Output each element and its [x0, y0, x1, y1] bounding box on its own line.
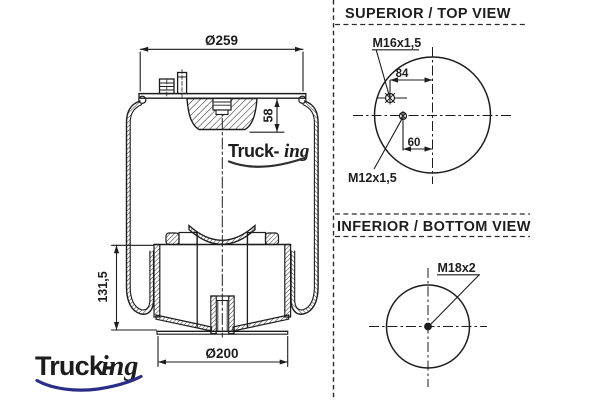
dim-stud-offset-60-label: 60	[407, 137, 421, 149]
top-view-m12-label: M12x1,5	[348, 171, 397, 185]
watermark-logo-text-1: Truck-	[228, 141, 280, 161]
bottom-view-title: INFERIOR / BOTTOM VIEW	[337, 219, 531, 235]
brand-logo-text-1: Truck-	[35, 351, 112, 381]
dim-bumper-height-label: 58	[261, 108, 276, 123]
brand-logo-text-2: ing	[101, 351, 139, 382]
watermark-logo-text-2: ing	[284, 141, 310, 162]
dim-top-diameter-label: Ø259	[204, 33, 239, 48]
bottom-view-m18-label: M18x2	[437, 261, 476, 275]
top-view-title: SUPERIOR / TOP VIEW	[345, 6, 511, 22]
dim-lobe-height-label: 131,5	[96, 271, 110, 303]
top-view-m16-label: M16x1,5	[372, 36, 422, 50]
dim-piston-diameter-label: Ø200	[205, 346, 239, 361]
internal-bumper	[187, 99, 257, 130]
dim-stud-offset-84-label: 84	[395, 68, 409, 80]
bumper-bushing	[213, 99, 231, 111]
